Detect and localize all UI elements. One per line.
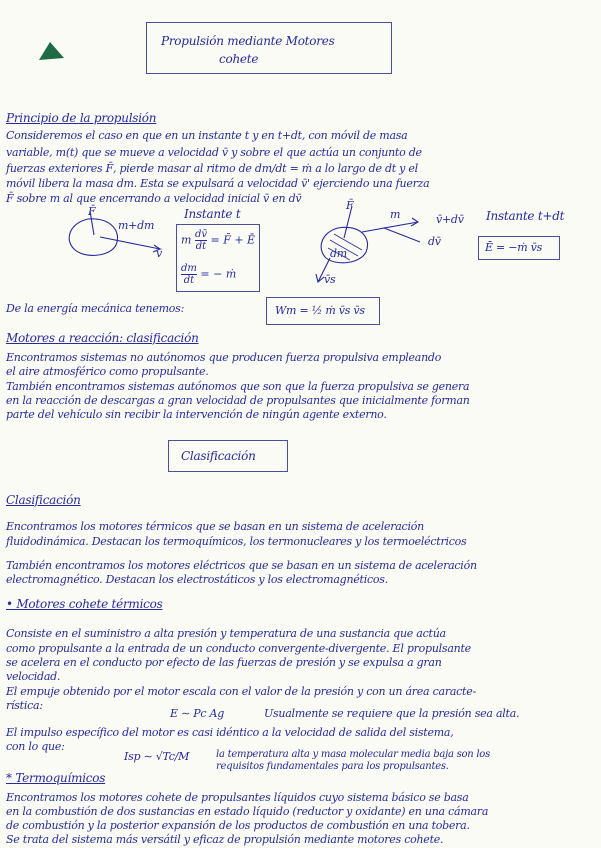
heading-motores-reaccion: Motores a reacción: clasificación (6, 331, 199, 345)
label-dm: dm (330, 247, 347, 260)
eq-den: dt (195, 241, 207, 252)
energy-eq: Wm = ½ ṁ v̄s v̄s (275, 304, 365, 317)
heading-clasificacion: Clasificación (6, 493, 81, 507)
text-line: el aire atmosférico como propulsante. (6, 365, 209, 378)
eq2-rhs: = − ṁ (200, 267, 237, 281)
text-line: Consiste en el suministro a alta presión y temperatura de una sustancia que actúa (6, 627, 446, 640)
energy-text: De la energía mecánica tenemos: (6, 302, 185, 315)
box-label: Clasificación (181, 449, 256, 463)
heading-termoquimicos: * Termoquímicos (6, 771, 106, 785)
eq-rhs: = F̄ + Ē (210, 233, 256, 247)
text-line: El empuje obtenido por el motor escala con el valor de la presión y con un área caracte- (6, 685, 476, 698)
text-line: F̄ sobre m al que encerrando a velocidad inicial v̄ en dv̄ (6, 192, 302, 205)
eq-num: dv̄ (194, 229, 207, 240)
title-box (146, 22, 392, 74)
title-line2: cohete (219, 52, 259, 66)
energy-eq-box (266, 297, 380, 325)
text-line: móvil libera la masa dm. Esta se expulsará a velocidad v̄' ejerciendo una fuerza (6, 177, 430, 190)
text-line: de combustión y la posterior expansión de los productos de combustión en una tobera. (6, 819, 470, 832)
text-line: como propulsante a la entrada de un conducto convergente-divergente. El propulsante (6, 642, 471, 655)
eq-lhs: m (181, 233, 192, 247)
label-instant-t: Instante t (184, 207, 241, 221)
text-line: El impulso específico del motor es casi idéntico a la velocidad de salida del sistema, (6, 726, 454, 739)
formula-impulso-note: la temperatura alta y masa molecular media baja son los (216, 749, 490, 760)
text-line: También encontramos los motores eléctricos que se basan en un sistema de aceleración (6, 559, 477, 572)
text-line: parte del vehículo sin recibir la intervención de ningún agente externo. (6, 408, 387, 421)
text-line: en la combustión de dos sustancias en estado líquido (reductor y oxidante) en una cámara (6, 805, 489, 818)
formula-impulso-note: requisitos fundamentales para los propulsantes. (216, 761, 449, 772)
label-instant-tdt: Instante t+dt (486, 209, 565, 223)
body-instant-t-sketch (60, 205, 180, 265)
text-line: fuerzas exteriores F̄, pierde masar al ritmo de dm/dt = ṁ a lo largo de dt y el (6, 162, 418, 175)
text-line: Encontramos sistemas no autónomos que producen fuerza propulsiva empleando (6, 351, 442, 364)
equations-box (176, 224, 260, 292)
label-force: F̄ (88, 205, 96, 218)
label-mass-2: m (390, 208, 401, 221)
eq2-den: dt (183, 275, 195, 286)
formula-impulso: Isp ∼ √Tc/M (124, 750, 190, 763)
label-vs: v̄s (324, 273, 336, 286)
text-line: Encontramos los motores térmicos que se basan en un sistema de aceleración (6, 520, 424, 533)
thrust-eq-box (478, 236, 560, 260)
title-line1: Propulsión mediante Motores (161, 34, 335, 48)
text-line: También encontramos sistemas autónomos que son que la fuerza propulsiva se genera (6, 380, 470, 393)
heading-principio: Principio de la propulsión (6, 111, 157, 125)
eq2-num: dm (181, 263, 197, 274)
text-line: rística: (6, 699, 43, 712)
label-mass: m+dm (118, 219, 155, 232)
text-line: con lo que: (6, 740, 65, 753)
text-line: Consideremos el caso en que en un instante t y en t+dt, con móvil de masa (6, 129, 408, 142)
formula-empuje-note: Usualmente se requiere que la presión sea alta. (264, 707, 520, 720)
text-line: fluidodinámica. Destacan los termoquímicos, los termonucleares y los termoeléctricos (6, 535, 467, 548)
text-line: en la reacción de descargas a gran velocidad de propulsantes que inicialmente forman (6, 394, 470, 407)
clasificacion-box (168, 440, 288, 472)
text-line: Encontramos los motores cohete de propulsantes líquidos cuyo sistema básico se basa (6, 791, 469, 804)
label-vdv: v̄+dv̄ (436, 213, 464, 226)
text-line: electromagnético. Destacan los electrostáticos y los electromagnéticos. (6, 573, 388, 586)
text-line: variable, m(t) que se mueve a velocidad v̄ y sobre el que actúa un conjunto de (6, 146, 422, 159)
text-line: velocidad. (6, 670, 61, 683)
text-line: Se trata del sistema más versátil y eficaz de propulsión mediante motores cohete. (6, 833, 444, 846)
text-line: se acelera en el conducto por efecto de las fuerzas de presión y se expulsa a gran (6, 656, 442, 669)
leaf-doodle-icon (36, 38, 68, 64)
heading-motores-cohete-termicos: • Motores cohete térmicos (6, 597, 163, 611)
eq-thrust: Ē = −ṁ v̄s (485, 241, 542, 254)
label-velocity: v̄ (156, 247, 162, 260)
formula-empuje: E ∼ Pc Ag (170, 707, 225, 720)
label-dv: dv̄ (428, 235, 441, 248)
label-force-2: F̄ (346, 199, 354, 212)
